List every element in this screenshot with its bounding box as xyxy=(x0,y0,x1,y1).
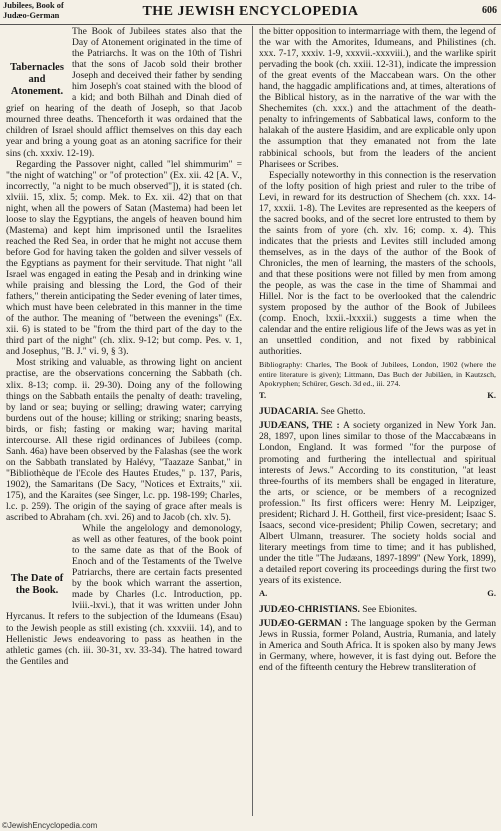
paragraph xyxy=(6,26,242,159)
sidenote-tabernacles: Tabernacles and Atonement. xyxy=(10,62,64,97)
page-number: 606 xyxy=(482,5,497,16)
entry-text: The language spoken by the German Jews in Russia, former Poland, Austria, Rumania, and lately in America and South Africa. It is spoken also by many Jews in Germany, where, however, it is fast dying out. Before the end of the fifteenth century the Hebrew transliteration of xyxy=(259,618,496,674)
left-column xyxy=(6,26,242,818)
entry-headword: JUDÆO-CHRISTIANS. xyxy=(259,604,360,616)
entry-headword: JUDÆANS, THE : xyxy=(259,420,340,432)
entry-text: A society organized in New York Jan. 28, 1897, upon lines similar to those of the Maccabæans in London, England. It was formed "for the purpose of promoting and furthering the intellectual and spiritual interests of Jews." According to its constitution, "at least three-fourths of its members shall be engaged in literature, the arts, or science, or be members of a recognized profession." Its first officers were: Henry M. Leipziger, president; Richard J. H. Gottheil, first vice-president; Isaac S. Isaacs, second vice-president; Philip Cowen, secretary; and Albert Ulmann, treasurer. The society holds social and literary meetings from time to time; and it has published, under the title "The Judæans, 1897-1899" (New York, 1899), a detailed report covering its proceedings during the first two years of its existence. xyxy=(259,420,496,587)
paragraph: Most striking and valuable, as throwing light on ancient practise, are the observations concerning the Sabbath (ch. xlix. 8-13; comp. ii. 29-30). Doing any of the following things on the Sabbath entails the penalty of death: traveling, by land or sea; buying or selling; drawing water; carrying burdens out of the house; killing or striking; snaring beasts, birds, or fish; fasting or making war; having marital intercourse. All these rigid ordinances of Jubilees (comp. Sanh. 46a) have been observed by the Falashas (see the work on the Sabbath translated by Halévy, "Taazaze Sanbat," in "Bibliothèque de l'Ecole des Hautes Etudes," p. 137, Paris, 1902), the Samaritans (De Sacy, "Notices et Extraits," xii. 175), and the Karaites (see Singer, l.c. pp. 198-199; Charles, l.c. p. 259). The origin of the saying of grace after meals is ascribed to Abraham (ch. xvi. 26) and to Jacob (ch. xlv. 5). xyxy=(6,357,242,524)
sidenote-date: The Date of the Book. xyxy=(10,573,64,597)
signature-line xyxy=(259,588,496,599)
entry-judaeo-german xyxy=(259,618,496,673)
bibliography: Bibliography: Charles, The Book of Jubilees, London, 1902 (where the entire literature is given); Littmann, Das Buch der Jubiläen, in Kautzsch, Apokryphen; Schürer, Gesch. 3d ed., iii. 274. xyxy=(259,360,496,388)
paragraph: Especially noteworthy in this connection is the reservation of the lofty position of high priest and ruler to the tribe of Levi, in reward for its destruction of Shechem (ch. xxx. 14-17, xxxii. 1-8). The Levites are represented as the keepers of the sacred books, and of the secret lore entrusted to them by the saints from of yore (ch. xlv. 16; comp. x. 4). This indicates that the priests and Levites still included among themselves, as in the days of the author of the Book of Chronicles, the men of learning, the masters of the schools, and that these positions were not filled by men from among the people, as was the case in the time of Shammai and Hillel. Nor is the fact to be overlooked that the calendric system proposed by the author of the Book of Jubilees (comp. Enoch, lxxii.-lxxxii.) suggests a time when the calendar and the entire religious life of the Jews was as yet in an unsettled condition, and not fixed by rabbinical authorities. xyxy=(259,169,496,358)
entry-judaeo-christians xyxy=(259,604,496,615)
paragraph: the bitter opposition to intermarriage with them, the legend of the war with the Amorites, Idumeans, and Philistines (ch. xxx. 7-17, xxxiv. 1-9, xxxvii.-xxxviii.), and the warlike spirit pervading the book (ch. xxiii. 12-31), indicate the impression of the great events of the Maccabean wars. On the other hand, the haggadic amplifications and, at times, alterations of the Biblical history, as in the narrative of the war with the Shechemites (ch. xxx.) and the attachment of the death-penalty to infringements of Sabbatical laws, conform to the halakah of the austere Ḥasidim, and are explicable only upon the assumption that they emanated not from the late rabbinical schools, but from the leaders of the ancient Pharisees or Scribes. xyxy=(259,26,496,170)
paragraph-text: While the angelology and demonology, as well as other features, of the book point to the same date as that of the Book of Enoch and of the Testaments of the Twelve Patriarchs, there are certain facts presented by the book which warrant the assertion, made by Charles (l.c. Introduction, pp. lviii.-lxvi.), that it was written under John Hyrcanus. It refers to the subjection of the Idumeans (Esau) to the Jewish people as still existing (ch. xxxviii. 14), and to Hellenistic Jews endeavoring to pass as heathen in the athletic games (ch. iii. 30-31, xv. 33-34). The hatred toward the Gentiles and xyxy=(6,523,242,667)
paragraph: Regarding the Passover night, called "lel shimmurim" = "the night of watching" or "of protection" (Ex. xii. 42 [A. V., incorrectly, "a night to be much observed"]), it is stated (ch. xlviii. 15, xlix. 5; comp. Mek. to Ex. xii. 42) that on that night, when all the powers of Satan (Mastema) had been let loose to slay the Egyptians, the angels of heaven bound him (Mastema) and kept him imprisoned until the Israelites reached the Red Sea, in order that he might not accuse them before God for having taken the golden and silver vessels of the Egyptians as payment for their servitude. That night "all Israel was engaged in eating the Pesaḥ and in drinking wine while praising and blessing the Lord, the God of their fathers," therein anticipating the Seder evening of later times, which must have been celebrated in this manner in the time of the author. The meaning of "between the evenings" (Ex. xii. 6) is stated to be "from the third part of the day to the third part of the night" (ch. xlix. 9-12; but comp. Pes. v. 1, and Josephus, "B. J." vi. 9, § 3). xyxy=(6,158,242,358)
see-ebionites-link[interactable]: See Ebionites. xyxy=(362,604,418,616)
entry-headword: JUDACARIA. xyxy=(259,406,319,418)
entry-judacaria xyxy=(259,406,496,417)
running-head-line2: Judæo-German xyxy=(3,11,60,20)
paragraph xyxy=(6,523,242,667)
see-ghetto-link[interactable]: See Ghetto. xyxy=(320,406,366,418)
running-head-line1: Jubilees, Book of xyxy=(3,1,64,10)
signature-right: K. xyxy=(487,390,496,401)
entry-judaeans xyxy=(259,420,496,586)
column-divider xyxy=(252,26,253,816)
right-column xyxy=(259,26,496,818)
page-title: THE JEWISH ENCYCLOPEDIA xyxy=(142,4,359,19)
page-header xyxy=(0,0,501,25)
signature-left: A. xyxy=(259,588,268,599)
copyright-footer: ©JewishEncyclopedia.com xyxy=(2,821,98,830)
signature-left: T. xyxy=(259,390,267,401)
signature-right: G. xyxy=(487,588,496,599)
paragraph-text: The Book of Jubilees states also that the Day of Atonement originated in the time of the Patriarchs. It was on the 10th of Tishri that the sons of Jacob sold their brother Joseph and deceived their father by sending him Joseph's coat stained with the blood of a kid; and both Bilhah and Dinah died of grief on hearing of the death of Joseph, so that Jacob mourned three deaths. Thenceforth it was ordained that the children of Israel should afflict themselves on this day each year and bring a young goat as an atoning sacrifice for their sins (ch. xxxiv. 12-19). xyxy=(6,26,242,159)
signature-line xyxy=(259,390,496,401)
entry-headword: JUDÆO-GERMAN : xyxy=(259,618,348,630)
